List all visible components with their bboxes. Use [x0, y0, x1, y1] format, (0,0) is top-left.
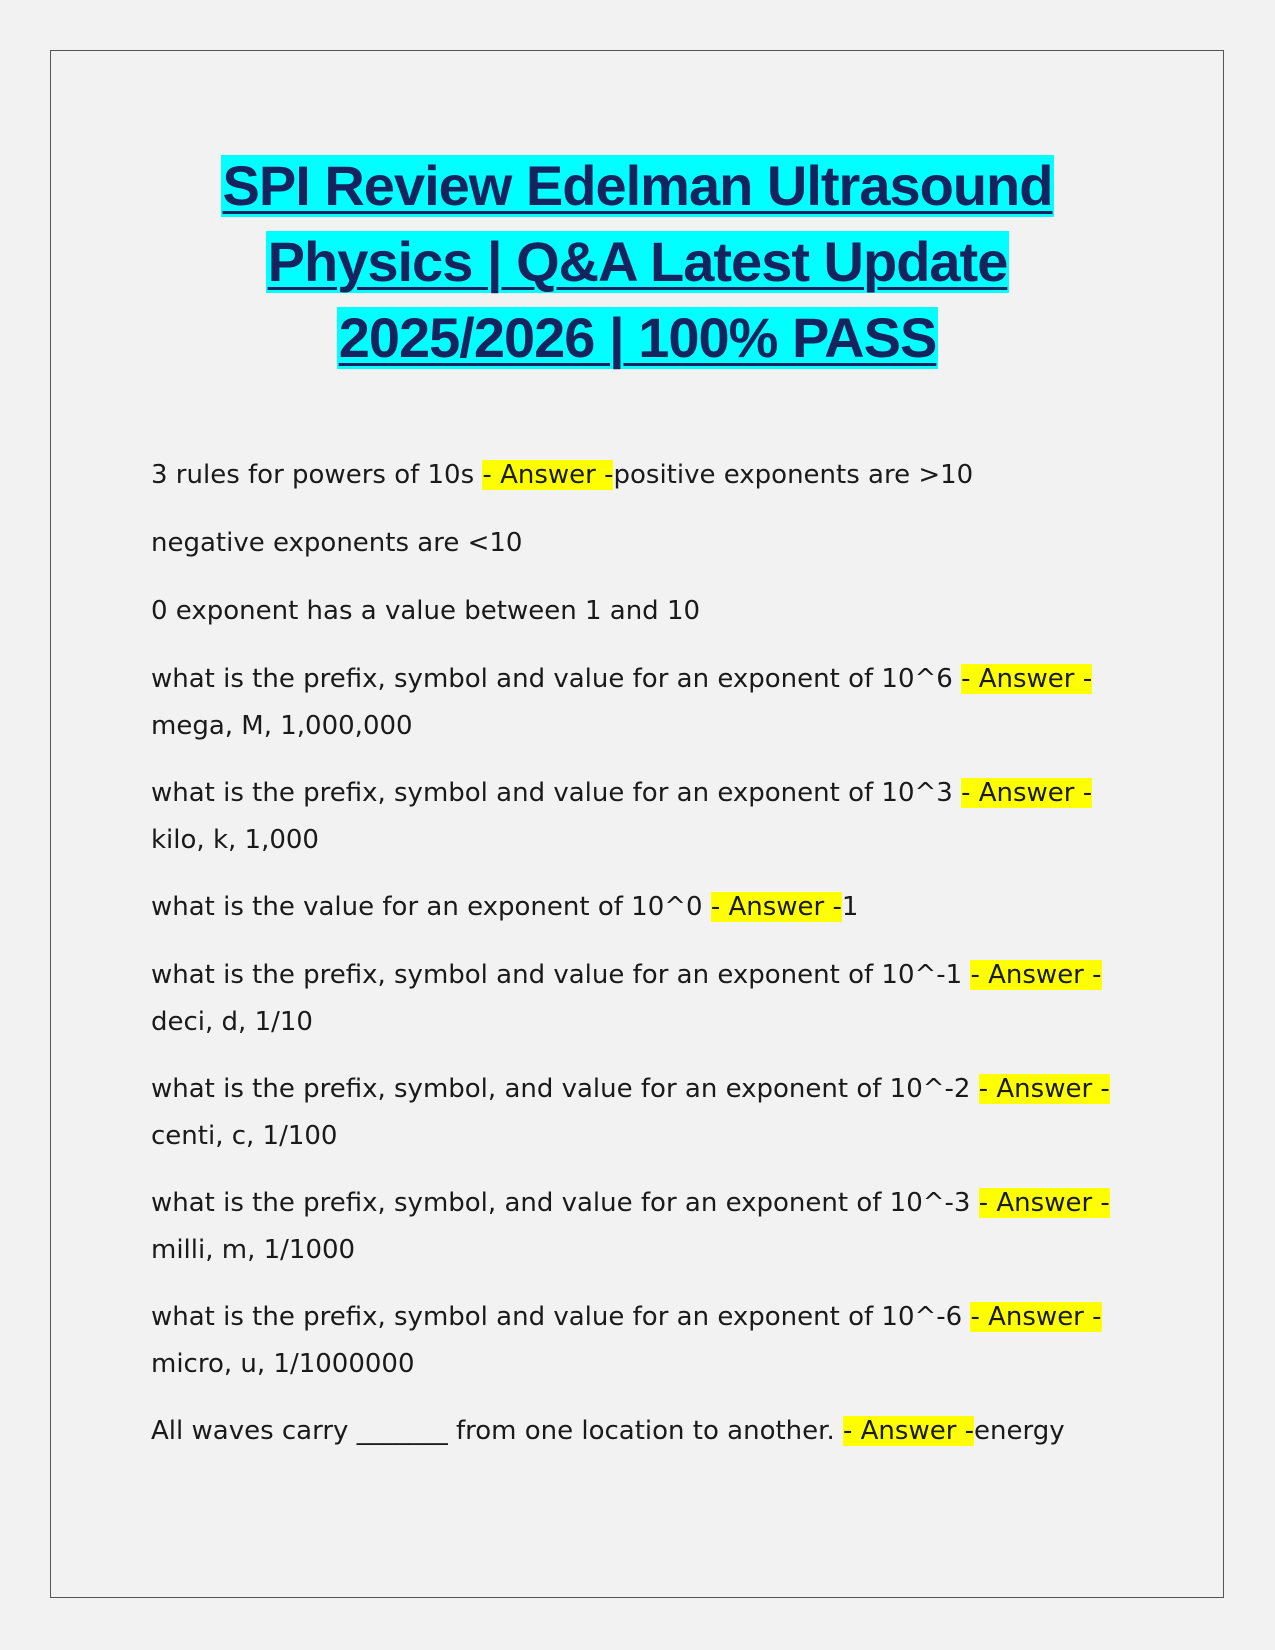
document-title: [120, 148, 1155, 376]
text-item: [151, 520, 1141, 567]
answer-marker: - Answer -: [970, 960, 1102, 990]
question-text: what is the prefix, symbol and value for an exponent of 10^-1: [151, 960, 971, 990]
title-line-2: Physics | Q&A Latest Update: [267, 230, 1008, 293]
qa-item: [151, 1066, 1141, 1160]
question-text: what is the prefix, symbol and value for an exponent of 10^3: [151, 778, 962, 808]
answer-text: 1: [841, 892, 859, 922]
item-text: negative exponents are <10: [151, 528, 523, 558]
answer-marker: - Answer -: [978, 1074, 1110, 1104]
title-line-1: SPI Review Edelman Ultrasound: [222, 154, 1053, 217]
question-text: what is the prefix, symbol and value for an exponent of 10^-6: [151, 1302, 971, 1332]
answer-marker: - Answer -: [482, 460, 614, 490]
answer-text: centi, c, 1/100: [151, 1121, 338, 1151]
text-item: [151, 588, 1141, 635]
answer-text: micro, u, 1/1000000: [151, 1349, 415, 1379]
qa-item: [151, 1294, 1141, 1388]
answer-marker: - Answer -: [961, 664, 1093, 694]
qa-item: [151, 656, 1141, 750]
qa-item: [151, 952, 1141, 1046]
qa-item: [151, 1180, 1141, 1274]
answer-marker: - Answer -: [710, 892, 842, 922]
question-text: what is the prefix, symbol, and value for an exponent of 10^-2: [151, 1074, 979, 1104]
answer-text: milli, m, 1/1000: [151, 1235, 356, 1265]
answer-text: positive exponents are >10: [613, 460, 974, 490]
question-text: what is the value for an exponent of 10^0: [151, 892, 711, 922]
answer-text: energy: [974, 1416, 1065, 1446]
answer-marker: - Answer -: [970, 1302, 1102, 1332]
qa-list: [151, 452, 1141, 1476]
answer-text: deci, d, 1/10: [151, 1007, 313, 1037]
answer-marker: - Answer -: [961, 778, 1093, 808]
answer-text: mega, M, 1,000,000: [151, 711, 413, 741]
qa-item: [151, 1408, 1141, 1455]
answer-text: kilo, k, 1,000: [151, 825, 319, 855]
qa-item: [151, 884, 1141, 931]
qa-item: [151, 452, 1141, 499]
question-text: 3 rules for powers of 10s: [151, 460, 483, 490]
question-text: what is the prefix, symbol and value for an exponent of 10^6: [151, 664, 962, 694]
qa-item: [151, 770, 1141, 864]
item-text: 0 exponent has a value between 1 and 10: [151, 596, 701, 626]
answer-marker: - Answer -: [978, 1188, 1110, 1218]
question-text: what is the prefix, symbol, and value for an exponent of 10^-3: [151, 1188, 979, 1218]
question-text: All waves carry _______ from one location to another.: [151, 1416, 843, 1446]
answer-marker: - Answer -: [842, 1416, 975, 1446]
title-line-3: 2025/2026 | 100% PASS: [338, 306, 937, 369]
